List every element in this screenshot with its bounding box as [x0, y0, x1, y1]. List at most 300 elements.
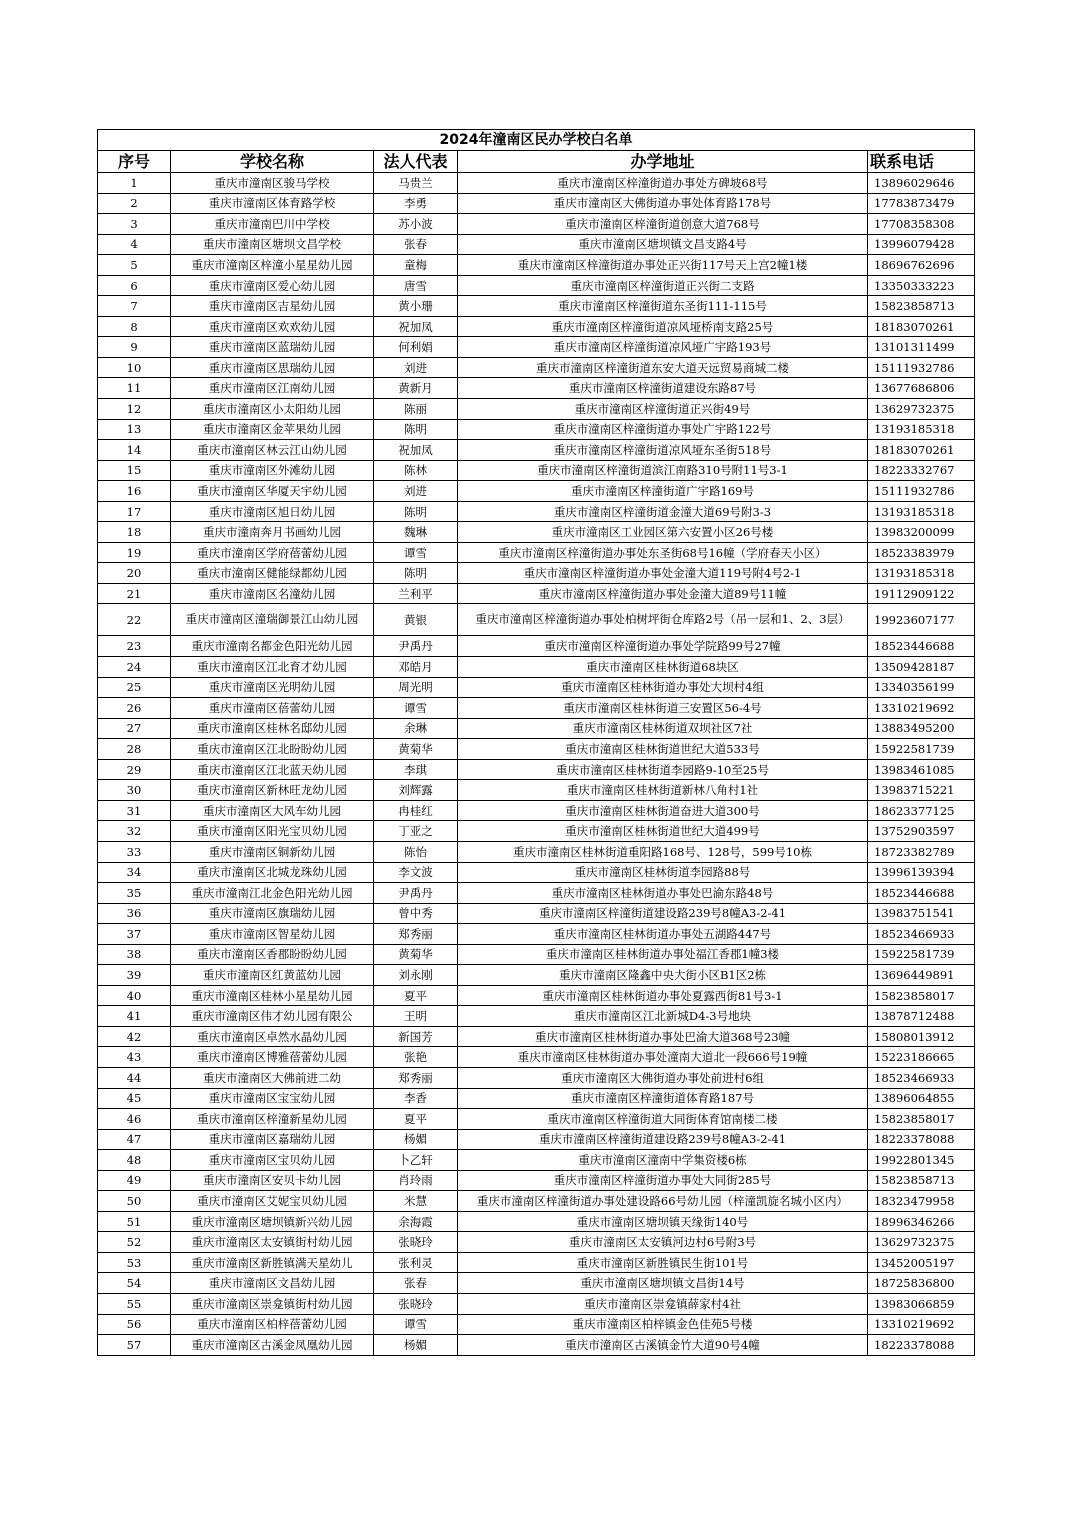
address-cell: 重庆市潼南区梓潼街道东圣街111-115号 [458, 296, 868, 317]
phone-cell: 13509428187 [868, 657, 975, 678]
table-row [98, 1293, 975, 1314]
table-row [98, 965, 975, 986]
legal-rep-cell: 魏琳 [374, 522, 458, 543]
legal-rep-cell: 张晓玲 [374, 1293, 458, 1314]
table-row [98, 193, 975, 214]
school-name-cell: 重庆市潼南区卓然水晶幼儿园 [171, 1026, 374, 1047]
address-cell: 重庆市潼南区塘坝镇天缘街140号 [458, 1211, 868, 1232]
address-cell: 重庆市潼南区梓潼街道建设路239号8幢A3-2-41 [458, 903, 868, 924]
address-cell: 重庆市潼南区桂林街道68块区 [458, 657, 868, 678]
school-name-cell: 重庆市潼南区新胜镇满天星幼儿 [171, 1252, 374, 1273]
address-cell: 重庆市潼南区梓潼街道办事处金潼大道119号附4号2-1 [458, 563, 868, 584]
legal-rep-cell: 马贵兰 [374, 173, 458, 194]
legal-rep-cell: 张春 [374, 234, 458, 255]
phone-cell: 15922581739 [868, 944, 975, 965]
address-cell: 重庆市潼南区桂林街道办事处大坝村4组 [458, 677, 868, 698]
serial-cell: 19 [98, 542, 171, 563]
address-cell: 重庆市潼南区桂林街道办事处福江香郡1幢3楼 [458, 944, 868, 965]
school-name-cell: 重庆市潼南区江北盼盼幼儿园 [171, 739, 374, 760]
school-name-cell: 重庆市潼南区金苹果幼儿园 [171, 419, 374, 440]
table-row [98, 759, 975, 780]
phone-cell: 15111932786 [868, 357, 975, 378]
serial-cell: 5 [98, 255, 171, 276]
phone-cell: 13983751541 [868, 903, 975, 924]
phone-cell: 18183070261 [868, 316, 975, 337]
phone-cell: 18523446688 [868, 636, 975, 657]
serial-cell: 9 [98, 337, 171, 358]
serial-cell: 29 [98, 759, 171, 780]
header-serial: 序号 [98, 151, 171, 173]
legal-rep-cell: 张晓玲 [374, 1232, 458, 1253]
school-name-cell: 重庆市潼南区江北育才幼儿园 [171, 657, 374, 678]
address-cell: 重庆市潼南区梓潼街道建设路239号8幢A3-2-41 [458, 1129, 868, 1150]
phone-cell: 13883495200 [868, 718, 975, 739]
school-name-cell: 重庆市潼南区宝宝幼儿园 [171, 1088, 374, 1109]
table-row [98, 542, 975, 563]
address-cell: 重庆市潼南区桂林街道李园路88号 [458, 862, 868, 883]
serial-cell: 35 [98, 883, 171, 904]
table-row [98, 985, 975, 1006]
address-cell: 重庆市潼南区柏梓镇金色佳苑5号楼 [458, 1314, 868, 1335]
address-cell: 重庆市潼南区桂林街道办事处夏露西街81号3-1 [458, 985, 868, 1006]
address-cell: 重庆市潼南区梓潼街道正兴街二支路 [458, 275, 868, 296]
legal-rep-cell: 余海霞 [374, 1211, 458, 1232]
school-name-cell: 重庆市潼南区艾妮宝贝幼儿园 [171, 1191, 374, 1212]
serial-cell: 20 [98, 563, 171, 584]
table-row [98, 698, 975, 719]
legal-rep-cell: 尹禹丹 [374, 883, 458, 904]
table-row [98, 1067, 975, 1088]
address-cell: 重庆市潼南区梓潼街道办事处广宇路122号 [458, 419, 868, 440]
table-row [98, 275, 975, 296]
address-cell: 重庆市潼南区梓潼街道办事处柏树坪街仓库路2号（吊一层和1、2、3层） [458, 604, 868, 636]
school-name-cell: 重庆市潼南区小太阳幼儿园 [171, 399, 374, 420]
phone-cell: 13896064855 [868, 1088, 975, 1109]
school-name-cell: 重庆市潼南区骏马学校 [171, 173, 374, 194]
table-row [98, 419, 975, 440]
table-row [98, 821, 975, 842]
serial-cell: 31 [98, 800, 171, 821]
legal-rep-cell: 邓皓月 [374, 657, 458, 678]
school-name-cell: 重庆市潼南区伟才幼儿园有限公 [171, 1006, 374, 1027]
phone-cell: 18223332767 [868, 460, 975, 481]
school-name-cell: 重庆市潼南名都金色阳光幼儿园 [171, 636, 374, 657]
table-row [98, 657, 975, 678]
table-title: 2024年潼南区民办学校白名单 [98, 130, 975, 151]
legal-rep-cell: 兰利平 [374, 583, 458, 604]
school-name-cell: 重庆市潼南区思瑞幼儿园 [171, 357, 374, 378]
header-legal-rep: 法人代表 [374, 151, 458, 173]
phone-cell: 17783873479 [868, 193, 975, 214]
phone-cell: 13340356199 [868, 677, 975, 698]
table-row [98, 501, 975, 522]
address-cell: 重庆市潼南区梓潼街道大同街体育馆南楼二楼 [458, 1109, 868, 1130]
school-name-cell: 重庆市潼南区梓潼小星星幼儿园 [171, 255, 374, 276]
table-row [98, 780, 975, 801]
address-cell: 重庆市潼南区古溪镇金竹大道90号4幢 [458, 1335, 868, 1356]
school-name-cell: 重庆市潼南区吉星幼儿园 [171, 296, 374, 317]
school-name-cell: 重庆市潼南区铜新幼儿园 [171, 841, 374, 862]
serial-cell: 13 [98, 419, 171, 440]
legal-rep-cell: 陈林 [374, 460, 458, 481]
address-cell: 重庆市潼南区大佛街道办事处体育路178号 [458, 193, 868, 214]
table-row [98, 862, 975, 883]
address-cell: 重庆市潼南区桂林街道三安置区56-4号 [458, 698, 868, 719]
phone-cell: 18223378088 [868, 1335, 975, 1356]
serial-cell: 51 [98, 1211, 171, 1232]
school-name-cell: 重庆市潼南区塘坝文昌学校 [171, 234, 374, 255]
serial-cell: 4 [98, 234, 171, 255]
school-name-cell: 重庆市潼南区光明幼儿园 [171, 677, 374, 698]
serial-cell: 16 [98, 481, 171, 502]
serial-cell: 46 [98, 1109, 171, 1130]
serial-cell: 41 [98, 1006, 171, 1027]
school-name-cell: 重庆市潼南区桂林名邸幼儿园 [171, 718, 374, 739]
phone-cell: 18523446688 [868, 883, 975, 904]
phone-cell: 17708358308 [868, 214, 975, 235]
table-row [98, 1088, 975, 1109]
serial-cell: 14 [98, 440, 171, 461]
address-cell: 重庆市潼南区梓潼街道办事处金潼大道89号11幢 [458, 583, 868, 604]
school-name-cell: 重庆市潼南区安贝卡幼儿园 [171, 1170, 374, 1191]
header-school-name: 学校名称 [171, 151, 374, 173]
legal-rep-cell: 刘辉露 [374, 780, 458, 801]
school-name-cell: 重庆市潼南区健能绿都幼儿园 [171, 563, 374, 584]
address-cell: 重庆市潼南区梓潼街道凉风垭广宇路193号 [458, 337, 868, 358]
serial-cell: 30 [98, 780, 171, 801]
serial-cell: 52 [98, 1232, 171, 1253]
phone-cell: 13896029646 [868, 173, 975, 194]
table-row [98, 800, 975, 821]
phone-cell: 13996139394 [868, 862, 975, 883]
serial-cell: 12 [98, 399, 171, 420]
table-row [98, 583, 975, 604]
school-name-cell: 重庆市潼南区名潼幼儿园 [171, 583, 374, 604]
legal-rep-cell: 陈明 [374, 563, 458, 584]
address-cell: 重庆市潼南区塘坝镇文昌街14号 [458, 1273, 868, 1294]
legal-rep-cell: 何利娟 [374, 337, 458, 358]
address-cell: 重庆市潼南区梓潼街道正兴街49号 [458, 399, 868, 420]
serial-cell: 48 [98, 1150, 171, 1171]
school-name-cell: 重庆市潼南区太安镇街村幼儿园 [171, 1232, 374, 1253]
table-row [98, 481, 975, 502]
legal-rep-cell: 谭雪 [374, 542, 458, 563]
phone-cell: 19923607177 [868, 604, 975, 636]
serial-cell: 21 [98, 583, 171, 604]
phone-cell: 18996346266 [868, 1211, 975, 1232]
serial-cell: 6 [98, 275, 171, 296]
serial-cell: 28 [98, 739, 171, 760]
table-row [98, 604, 975, 636]
table-row [98, 677, 975, 698]
table-row [98, 636, 975, 657]
legal-rep-cell: 祝加凤 [374, 440, 458, 461]
serial-cell: 36 [98, 903, 171, 924]
legal-rep-cell: 李文波 [374, 862, 458, 883]
address-cell: 重庆市潼南区梓潼街道东安大道天远贸易商城二楼 [458, 357, 868, 378]
table-row [98, 563, 975, 584]
address-cell: 重庆市潼南区桂林街道世纪大道533号 [458, 739, 868, 760]
header-address: 办学地址 [458, 151, 868, 173]
address-cell: 重庆市潼南区桂林街道李园路9-10至25号 [458, 759, 868, 780]
legal-rep-cell: 张艳 [374, 1047, 458, 1068]
table-row [98, 944, 975, 965]
address-cell: 重庆市潼南区梓潼街道办事处东圣街68号16幢（学府春天小区） [458, 542, 868, 563]
table-row [98, 1335, 975, 1356]
serial-cell: 17 [98, 501, 171, 522]
address-cell: 重庆市潼南区梓潼街道凉风垭东圣街518号 [458, 440, 868, 461]
address-cell: 重庆市潼南区梓潼街道体育路187号 [458, 1088, 868, 1109]
legal-rep-cell: 祝加凤 [374, 316, 458, 337]
table-row [98, 903, 975, 924]
table-row [98, 1026, 975, 1047]
serial-cell: 22 [98, 604, 171, 636]
address-cell: 重庆市潼南区梓潼街道办事处大同街285号 [458, 1170, 868, 1191]
phone-cell: 13878712488 [868, 1006, 975, 1027]
phone-cell: 18183070261 [868, 440, 975, 461]
address-cell: 重庆市潼南区工业园区第六安置小区26号楼 [458, 522, 868, 543]
address-cell: 重庆市潼南区潼南中学集资楼6栋 [458, 1150, 868, 1171]
school-name-cell: 重庆市潼南区旗瑞幼儿园 [171, 903, 374, 924]
phone-cell: 18523466933 [868, 924, 975, 945]
school-name-cell: 重庆市潼南区红黄蓝幼儿园 [171, 965, 374, 986]
table-row [98, 378, 975, 399]
school-name-cell: 重庆市潼南区华厦天宇幼儿园 [171, 481, 374, 502]
serial-cell: 11 [98, 378, 171, 399]
legal-rep-cell: 李香 [374, 1088, 458, 1109]
address-cell: 重庆市潼南区桂林街道奋进大道300号 [458, 800, 868, 821]
legal-rep-cell: 冉桂红 [374, 800, 458, 821]
table-row [98, 1232, 975, 1253]
phone-cell: 15823858713 [868, 296, 975, 317]
phone-cell: 19922801345 [868, 1150, 975, 1171]
address-cell: 重庆市潼南区梓潼街道金潼大道69号附3-3 [458, 501, 868, 522]
legal-rep-cell: 尹禹丹 [374, 636, 458, 657]
school-name-cell: 重庆市潼南区爱心幼儿园 [171, 275, 374, 296]
table-row [98, 316, 975, 337]
school-name-cell: 重庆市潼南区大佛前进二幼 [171, 1067, 374, 1088]
school-name-cell: 重庆市潼南区崇龛镇街村幼儿园 [171, 1293, 374, 1314]
legal-rep-cell: 陈怡 [374, 841, 458, 862]
serial-cell: 3 [98, 214, 171, 235]
phone-cell: 18323479958 [868, 1191, 975, 1212]
legal-rep-cell: 曾中秀 [374, 903, 458, 924]
school-name-cell: 重庆市潼南区香郡盼盼幼儿园 [171, 944, 374, 965]
phone-cell: 13983066859 [868, 1293, 975, 1314]
serial-cell: 44 [98, 1067, 171, 1088]
address-cell: 重庆市潼南区桂林街道世纪大道499号 [458, 821, 868, 842]
address-cell: 重庆市潼南区桂林街道新林八角村1社 [458, 780, 868, 801]
legal-rep-cell: 黄菊华 [374, 944, 458, 965]
serial-cell: 40 [98, 985, 171, 1006]
phone-cell: 13983200099 [868, 522, 975, 543]
serial-cell: 24 [98, 657, 171, 678]
legal-rep-cell: 夏平 [374, 1109, 458, 1130]
serial-cell: 57 [98, 1335, 171, 1356]
school-name-cell: 重庆市潼南区旭日幼儿园 [171, 501, 374, 522]
legal-rep-cell: 米慧 [374, 1191, 458, 1212]
school-name-cell: 重庆市潼南区塘坝镇新兴幼儿园 [171, 1211, 374, 1232]
school-name-cell: 重庆市潼南区大风车幼儿园 [171, 800, 374, 821]
phone-cell: 13629732375 [868, 1232, 975, 1253]
address-cell: 重庆市潼南区梓潼街道办事处方碑坡68号 [458, 173, 868, 194]
serial-cell: 42 [98, 1026, 171, 1047]
address-cell: 重庆市潼南区梓潼街道办事处正兴街117号天上宫2幢1楼 [458, 255, 868, 276]
table-row [98, 718, 975, 739]
phone-cell: 15808013912 [868, 1026, 975, 1047]
address-cell: 重庆市潼南区桂林街道重阳路168号、128号，599号10栋 [458, 841, 868, 862]
phone-cell: 18223378088 [868, 1129, 975, 1150]
table-row [98, 214, 975, 235]
legal-rep-cell: 谭雪 [374, 698, 458, 719]
serial-cell: 25 [98, 677, 171, 698]
school-name-cell: 重庆市潼南区柏梓蓓蕾幼儿园 [171, 1314, 374, 1335]
school-name-cell: 重庆市潼南区外滩幼儿园 [171, 460, 374, 481]
serial-cell: 45 [98, 1088, 171, 1109]
phone-cell: 18623377125 [868, 800, 975, 821]
phone-cell: 13996079428 [868, 234, 975, 255]
school-name-cell: 重庆市潼南区体育路学校 [171, 193, 374, 214]
serial-cell: 27 [98, 718, 171, 739]
school-name-cell: 重庆市潼南区博雅蓓蕾幼儿园 [171, 1047, 374, 1068]
school-name-cell: 重庆市潼南区桂林小星星幼儿园 [171, 985, 374, 1006]
legal-rep-cell: 陈明 [374, 501, 458, 522]
table-row [98, 1129, 975, 1150]
school-name-cell: 重庆市潼南区新林旺龙幼儿园 [171, 780, 374, 801]
serial-cell: 38 [98, 944, 171, 965]
serial-cell: 47 [98, 1129, 171, 1150]
address-cell: 重庆市潼南区桂林街道双坝社区7社 [458, 718, 868, 739]
school-name-cell: 重庆市潼南江北金色阳光幼儿园 [171, 883, 374, 904]
school-name-cell: 重庆市潼南区学府蓓蕾幼儿园 [171, 542, 374, 563]
phone-cell: 13193185318 [868, 501, 975, 522]
table-row [98, 1150, 975, 1171]
table-row [98, 337, 975, 358]
phone-cell: 13452005197 [868, 1252, 975, 1273]
legal-rep-cell: 陈丽 [374, 399, 458, 420]
whitelist-sheet [97, 129, 975, 1356]
school-name-cell: 重庆市潼南区欢欢幼儿园 [171, 316, 374, 337]
school-name-cell: 重庆市潼南区宝贝幼儿园 [171, 1150, 374, 1171]
legal-rep-cell: 杨媚 [374, 1335, 458, 1356]
school-name-cell: 重庆市潼南区蓓蕾幼儿园 [171, 698, 374, 719]
phone-cell: 13696449891 [868, 965, 975, 986]
table-row [98, 460, 975, 481]
address-cell: 重庆市潼南区隆鑫中央大街小区B1区2栋 [458, 965, 868, 986]
address-cell: 重庆市潼南区桂林街道办事处巴渝大道368号23幢 [458, 1026, 868, 1047]
legal-rep-cell: 李琪 [374, 759, 458, 780]
serial-cell: 26 [98, 698, 171, 719]
phone-cell: 15823858017 [868, 985, 975, 1006]
phone-cell: 13350333223 [868, 275, 975, 296]
address-cell: 重庆市潼南区江北新城D4-3号地块 [458, 1006, 868, 1027]
legal-rep-cell: 郑秀丽 [374, 924, 458, 945]
school-name-cell: 重庆市潼南区江北蓝天幼儿园 [171, 759, 374, 780]
school-whitelist-table [97, 129, 975, 1356]
legal-rep-cell: 郑秀丽 [374, 1067, 458, 1088]
phone-cell: 18723382789 [868, 841, 975, 862]
table-row [98, 841, 975, 862]
phone-cell: 13629732375 [868, 399, 975, 420]
phone-cell: 15823858017 [868, 1109, 975, 1130]
table-row [98, 883, 975, 904]
phone-cell: 13677686806 [868, 378, 975, 399]
phone-cell: 19112909122 [868, 583, 975, 604]
phone-cell: 13101311499 [868, 337, 975, 358]
address-cell: 重庆市潼南区梓潼街道建设东路87号 [458, 378, 868, 399]
table-row [98, 1006, 975, 1027]
table-row [98, 255, 975, 276]
school-name-cell: 重庆市潼南区潼瑞御景江山幼儿园 [171, 604, 374, 636]
address-cell: 重庆市潼南区梓潼街道办事处学院路99号27幢 [458, 636, 868, 657]
table-row [98, 522, 975, 543]
school-name-cell: 重庆市潼南区智星幼儿园 [171, 924, 374, 945]
school-name-cell: 重庆市潼南区古溪金凤凰幼儿园 [171, 1335, 374, 1356]
legal-rep-cell: 丁亚之 [374, 821, 458, 842]
school-name-cell: 重庆市潼南区梓潼新星幼儿园 [171, 1109, 374, 1130]
legal-rep-cell: 夏平 [374, 985, 458, 1006]
legal-rep-cell: 卜乙轩 [374, 1150, 458, 1171]
table-row [98, 173, 975, 194]
address-cell: 重庆市潼南区梓潼街道凉风垭桥南支路25号 [458, 316, 868, 337]
legal-rep-cell: 刘进 [374, 357, 458, 378]
legal-rep-cell: 张利灵 [374, 1252, 458, 1273]
table-row [98, 924, 975, 945]
table-row [98, 1109, 975, 1130]
serial-cell: 43 [98, 1047, 171, 1068]
table-row [98, 399, 975, 420]
table-row [98, 1211, 975, 1232]
serial-cell: 32 [98, 821, 171, 842]
serial-cell: 10 [98, 357, 171, 378]
serial-cell: 56 [98, 1314, 171, 1335]
phone-cell: 15223186665 [868, 1047, 975, 1068]
serial-cell: 18 [98, 522, 171, 543]
legal-rep-cell: 唐雪 [374, 275, 458, 296]
legal-rep-cell: 李勇 [374, 193, 458, 214]
legal-rep-cell: 谭雪 [374, 1314, 458, 1335]
serial-cell: 53 [98, 1252, 171, 1273]
table-row [98, 1191, 975, 1212]
address-cell: 重庆市潼南区太安镇河边村6号附3号 [458, 1232, 868, 1253]
school-name-cell: 重庆市潼南区蓝瑞幼儿园 [171, 337, 374, 358]
serial-cell: 34 [98, 862, 171, 883]
serial-cell: 49 [98, 1170, 171, 1191]
legal-rep-cell: 黄银 [374, 604, 458, 636]
phone-cell: 13983461085 [868, 759, 975, 780]
phone-cell: 15111932786 [868, 481, 975, 502]
legal-rep-cell: 童梅 [374, 255, 458, 276]
table-row [98, 357, 975, 378]
school-name-cell: 重庆市潼南区文昌幼儿园 [171, 1273, 374, 1294]
address-cell: 重庆市潼南区梓潼街道广宇路169号 [458, 481, 868, 502]
phone-cell: 18523383979 [868, 542, 975, 563]
serial-cell: 50 [98, 1191, 171, 1212]
table-row [98, 440, 975, 461]
phone-cell: 18523466933 [868, 1067, 975, 1088]
school-name-cell: 重庆市潼南奔月书画幼儿园 [171, 522, 374, 543]
phone-cell: 15823858713 [868, 1170, 975, 1191]
legal-rep-cell: 杨媚 [374, 1129, 458, 1150]
table-row [98, 296, 975, 317]
phone-cell: 18725836800 [868, 1273, 975, 1294]
phone-cell: 13193185318 [868, 419, 975, 440]
legal-rep-cell: 周光明 [374, 677, 458, 698]
legal-rep-cell: 黄新月 [374, 378, 458, 399]
serial-cell: 7 [98, 296, 171, 317]
serial-cell: 33 [98, 841, 171, 862]
school-name-cell: 重庆市潼南巴川中学校 [171, 214, 374, 235]
